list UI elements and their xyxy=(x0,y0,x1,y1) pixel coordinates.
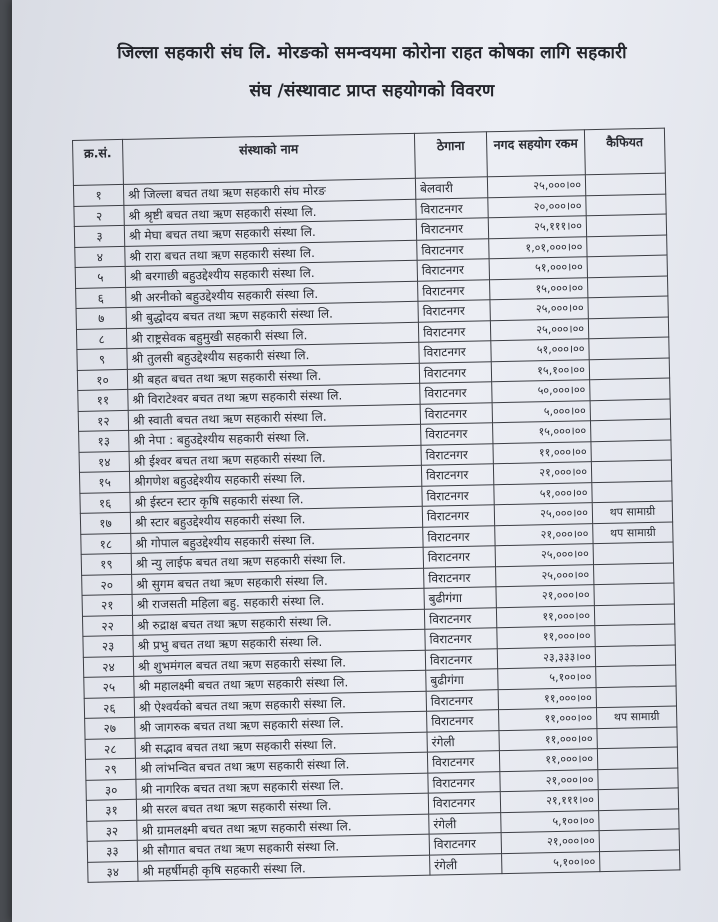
cell-sn: ४ xyxy=(75,246,125,268)
cell-remarks xyxy=(593,542,673,564)
cell-address: रंगेली xyxy=(429,812,501,834)
cell-remarks xyxy=(588,296,668,318)
cell-sn: ११ xyxy=(78,389,128,411)
cell-sn: २ xyxy=(74,205,124,227)
cell-sn: १४ xyxy=(79,451,129,473)
cell-name: श्री रुद्राक्ष बचत तथा ऋण सहकारी संस्था लि. xyxy=(132,609,424,636)
cell-address: विराटनगर xyxy=(418,320,490,342)
cell-remarks xyxy=(596,665,676,687)
cell-amount: ५१,०००।०० xyxy=(491,339,589,362)
cell-remarks: थप सामाग्री xyxy=(597,706,677,728)
document-title-line1: जिल्ला सहकारी संघ लि. मोरङको समन्वयमा कोरोना राहत कोषका लागि सहकारी xyxy=(117,43,627,63)
cell-remarks xyxy=(585,173,665,195)
document-page xyxy=(12,0,718,922)
cell-sn: २७ xyxy=(85,717,135,739)
cell-remarks xyxy=(595,644,675,666)
cell-name: श्री ईस्टन स्टार कृषि सहकारी संस्था लि. xyxy=(130,486,422,513)
cell-sn: १६ xyxy=(80,492,130,514)
cell-remarks xyxy=(600,849,680,871)
cell-remarks xyxy=(593,562,673,584)
cell-remarks xyxy=(590,399,670,421)
cell-name: श्री अरनीको बहुउद्देश्यीय सहकारी संस्था लि. xyxy=(126,281,418,308)
cell-name: श्री राष्ट्रसेवक बहुमुखी सहकारी संस्था लि. xyxy=(126,322,418,349)
cell-amount: ५,०००।०० xyxy=(492,400,590,423)
cell-name: श्री नागरिक बचत तथा ऋण सहकारी संस्था लि. xyxy=(136,773,428,800)
cell-address: विराटनगर xyxy=(422,484,494,506)
cell-address: विराटनगर xyxy=(420,402,492,424)
cell-name: श्री तुलसी बहुउद्देश्यीय सहकारी संस्था लि. xyxy=(127,342,419,369)
header-address: ठेगाना xyxy=(414,132,487,178)
cell-address: विराटनगर xyxy=(427,751,499,773)
cell-name: श्री विराटेश्वर बचत तथा ऋण सहकारी संस्था लि. xyxy=(128,383,420,410)
cell-sn: ३१ xyxy=(86,799,136,821)
cell-name: श्री स्वाती बचत तथा ऋण सहकारी संस्था लि. xyxy=(128,404,420,431)
cell-amount: ११,०००।०० xyxy=(499,749,597,772)
cell-remarks xyxy=(589,337,669,359)
cell-amount: ५१,०००।०० xyxy=(494,482,592,505)
cell-sn: ७ xyxy=(76,307,126,329)
cell-address: विराटनगर xyxy=(421,443,493,465)
cell-address: विराटनगर xyxy=(425,628,497,650)
cell-amount: ५,१००।०० xyxy=(501,810,599,833)
cell-remarks xyxy=(588,317,668,339)
cell-name: श्री बरगाछी बहुउद्देश्यीय सहकारी संस्था लि. xyxy=(125,260,417,287)
cell-address: विराटनगर xyxy=(423,525,495,547)
cell-name: श्री मेघा बचत तथा ऋण सहकारी संस्था लि. xyxy=(124,219,416,246)
cell-sn: ३ xyxy=(74,225,124,247)
cell-name: श्री राजसती महिला बहु. सहकारी संस्था लि. xyxy=(132,588,424,615)
cell-address: विराटनगर xyxy=(421,423,493,445)
cell-sn: १ xyxy=(73,184,123,206)
cell-address: विराटनगर xyxy=(424,607,496,629)
cell-address: विराटनगर xyxy=(419,361,491,383)
contributions-table xyxy=(72,128,680,883)
cell-amount: १५,०००।०० xyxy=(493,421,591,444)
cell-remarks xyxy=(586,194,666,216)
cell-name: श्री महर्षीमही कृषि सहकारी संस्था लि. xyxy=(138,855,430,882)
cell-name: श्री महालक्ष्मी बचत तथा ऋण सहकारी संस्था लि. xyxy=(134,670,426,697)
cell-address: विराटनगर xyxy=(425,648,497,670)
cell-sn: ५ xyxy=(75,266,125,288)
cell-amount: ११,०००।०० xyxy=(496,605,594,628)
cell-remarks xyxy=(595,624,675,646)
cell-address: विराटनगर xyxy=(424,566,496,588)
cell-sn: २१ xyxy=(82,594,132,616)
cell-address: विराटनगर xyxy=(421,464,493,486)
cell-remarks xyxy=(587,276,667,298)
cell-sn: २२ xyxy=(82,615,132,637)
cell-amount: २५,०००।०० xyxy=(495,544,593,567)
cell-amount: २५,०००।०० xyxy=(494,503,592,526)
cell-address: बुढीगंगा xyxy=(426,669,498,691)
cell-sn: ३४ xyxy=(88,861,138,883)
cell-name: श्री प्रभु बचत तथा ऋण सहकारी संस्था लि. xyxy=(133,629,425,656)
cell-address: बुढीगंगा xyxy=(424,587,496,609)
header-remarks: कैफियत xyxy=(584,128,665,175)
cell-amount: २३,३३३।०० xyxy=(497,646,595,669)
cell-remarks xyxy=(586,214,666,236)
cell-name: श्री जिल्ला बचत तथा ऋण सहकारी संघ मोरङ xyxy=(123,178,415,205)
cell-amount: २०,०००।०० xyxy=(488,195,586,218)
cell-sn: २६ xyxy=(84,697,134,719)
cell-amount: १५,१००।०० xyxy=(491,359,589,382)
cell-remarks xyxy=(590,378,670,400)
cell-amount: ११,०००।०० xyxy=(499,708,597,731)
cell-amount: ११,०००।०० xyxy=(497,626,595,649)
cell-address: विराटनगर xyxy=(426,689,498,711)
cell-sn: २० xyxy=(82,574,132,596)
cell-remarks xyxy=(599,829,679,851)
cell-sn: १५ xyxy=(79,471,129,493)
cell-remarks xyxy=(592,481,672,503)
cell-address: विराटनगर xyxy=(419,341,491,363)
cell-sn: ८ xyxy=(76,328,126,350)
table-body xyxy=(73,173,679,882)
cell-name: श्री गोपाल बहुउद्देश्यीय सहकारी संस्था लि. xyxy=(131,527,423,554)
cell-name: श्रीगणेश बहुउद्देश्यीय सहकारी संस्था लि. xyxy=(129,465,421,492)
cell-remarks xyxy=(594,603,674,625)
cell-name: श्री ईश्वर बचत तथा ऋण सहकारी संस्था लि. xyxy=(129,445,421,472)
cell-sn: २५ xyxy=(84,676,134,698)
cell-amount: ५,१००।०० xyxy=(502,851,600,874)
cell-address: विराटनगर xyxy=(420,382,492,404)
cell-remarks: थप सामाग्री xyxy=(593,522,673,544)
cell-remarks xyxy=(594,583,674,605)
cell-address: विराटनगर xyxy=(417,238,489,260)
cell-amount: २५,१११।०० xyxy=(488,216,586,239)
cell-address: विराटनगर xyxy=(416,197,488,219)
document-title-line2: संघ /संस्थावाट प्राप्त सहयोगको विवरण xyxy=(249,81,495,101)
cell-remarks xyxy=(590,419,670,441)
cell-amount: २१,०००।०० xyxy=(500,769,598,792)
cell-name: श्री ग्रामलक्ष्मी बचत तथा ऋण सहकारी संस्था लि. xyxy=(137,814,429,841)
cell-amount: ५१,०००।०० xyxy=(489,257,587,280)
cell-name: श्री नेपा : बहुउद्देश्यीय सहकारी संस्था लि. xyxy=(129,424,421,451)
cell-remarks xyxy=(597,747,677,769)
cell-amount: २१,०००।०० xyxy=(495,523,593,546)
cell-remarks: थप सामाग्री xyxy=(592,501,672,523)
cell-name: श्री बुद्धोदय बचत तथा ऋण सहकारी संस्था लि. xyxy=(126,301,418,328)
cell-remarks xyxy=(587,255,667,277)
cell-amount: ११,०००।०० xyxy=(498,687,596,710)
cell-amount: २१,०००।०० xyxy=(493,462,591,485)
cell-remarks xyxy=(598,767,678,789)
cell-address: विराटनगर xyxy=(418,279,490,301)
cell-sn: २९ xyxy=(85,758,135,780)
cell-sn: ९ xyxy=(77,348,127,370)
cell-address: विराटनगर xyxy=(417,259,489,281)
cell-remarks xyxy=(587,235,667,257)
cell-amount: ५०,०००।०० xyxy=(492,380,590,403)
cell-name: श्री न्यु लाईफ बचत तथा ऋण सहकारी संस्था लि. xyxy=(131,547,423,574)
cell-address: विराटनगर xyxy=(427,710,499,732)
cell-sn: ३३ xyxy=(87,840,137,862)
cell-name: श्री बहत बचत तथा ऋण सहकारी संस्था लि. xyxy=(127,363,419,390)
cell-amount: २५,०००।०० xyxy=(490,318,588,341)
cell-address: विराटनगर xyxy=(428,792,500,814)
cell-address: विराटनगर xyxy=(429,833,501,855)
cell-address: बेलवारी xyxy=(415,177,487,199)
cell-amount: २१,१११।०० xyxy=(500,790,598,813)
cell-amount: २५,०००।०० xyxy=(490,298,588,321)
cell-remarks xyxy=(597,726,677,748)
cell-sn: १७ xyxy=(80,512,130,534)
header-amount: नगद सहयोग रकम xyxy=(486,130,585,177)
cell-sn: ३२ xyxy=(87,820,137,842)
cell-name: श्री श्रृष्टी बचत तथा ऋण सहकारी संस्था लि. xyxy=(124,199,416,226)
cell-name: श्री सरल बचत तथा ऋण सहकारी संस्था लि. xyxy=(136,793,428,820)
header-name: संस्थाको नाम xyxy=(122,133,415,184)
cell-name: श्री जागरुक बचत तथा ऋण सहकारी संस्था लि. xyxy=(135,711,427,738)
cell-address: विराटनगर xyxy=(423,546,495,568)
cell-sn: २४ xyxy=(83,656,133,678)
cell-sn: १० xyxy=(77,369,127,391)
cell-name: श्री सौगात बचत तथा ऋण सहकारी संस्था लि. xyxy=(137,834,429,861)
cell-name: श्री लांभन्वित बचत तथा ऋण सहकारी संस्था लि. xyxy=(135,752,427,779)
cell-name: श्री ऐश्वर्यको बचत तथा ऋण सहकारी संस्था लि. xyxy=(134,691,426,718)
cell-address: विराटनगर xyxy=(418,300,490,322)
cell-remarks xyxy=(589,358,669,380)
cell-amount: २१,०००।०० xyxy=(496,585,594,608)
cell-amount: २१,०००।०० xyxy=(501,831,599,854)
cell-amount: २५,०००।०० xyxy=(487,175,585,198)
cell-sn: ६ xyxy=(76,287,126,309)
cell-remarks xyxy=(591,460,671,482)
cell-sn: १३ xyxy=(79,430,129,452)
cell-name: श्री सद्भाव बचत तथा ऋण सहकारी संस्था लि. xyxy=(135,732,427,759)
cell-remarks xyxy=(599,808,679,830)
cell-sn: २८ xyxy=(85,738,135,760)
cell-name: श्री सुगम बचत तथा ऋण सहकारी संस्था लि. xyxy=(132,568,424,595)
cell-remarks xyxy=(598,788,678,810)
cell-name: श्री स्टार बहुउद्देश्यीय सहकारी संस्था लि. xyxy=(130,506,422,533)
cell-amount: १,०१,०००।०० xyxy=(489,236,587,259)
cell-amount: २५,०००।०० xyxy=(496,564,594,587)
cell-remarks xyxy=(596,685,676,707)
cell-sn: २३ xyxy=(83,635,133,657)
cell-amount: १५,०००।०० xyxy=(490,277,588,300)
cell-address: रंगेली xyxy=(430,853,502,875)
cell-address: रंगेली xyxy=(427,730,499,752)
header-sn: क्र.सं. xyxy=(73,139,124,185)
cell-amount: ११,०००।०० xyxy=(493,441,591,464)
cell-address: विराटनगर xyxy=(422,505,494,527)
cell-amount: ५,१००।०० xyxy=(498,667,596,690)
cell-amount: ११,०००।०० xyxy=(499,728,597,751)
cell-sn: ३० xyxy=(86,779,136,801)
cell-address: विराटनगर xyxy=(428,771,500,793)
cell-sn: १२ xyxy=(78,410,128,432)
cell-address: विराटनगर xyxy=(416,218,488,240)
cell-name: श्री शुभमंगल बचत तथा ऋण सहकारी संस्था लि. xyxy=(133,650,425,677)
cell-sn: १८ xyxy=(81,533,131,555)
cell-sn: १९ xyxy=(81,553,131,575)
cell-name: श्री रारा बचत तथा ऋण सहकारी संस्था लि. xyxy=(125,240,417,267)
cell-remarks xyxy=(591,440,671,462)
